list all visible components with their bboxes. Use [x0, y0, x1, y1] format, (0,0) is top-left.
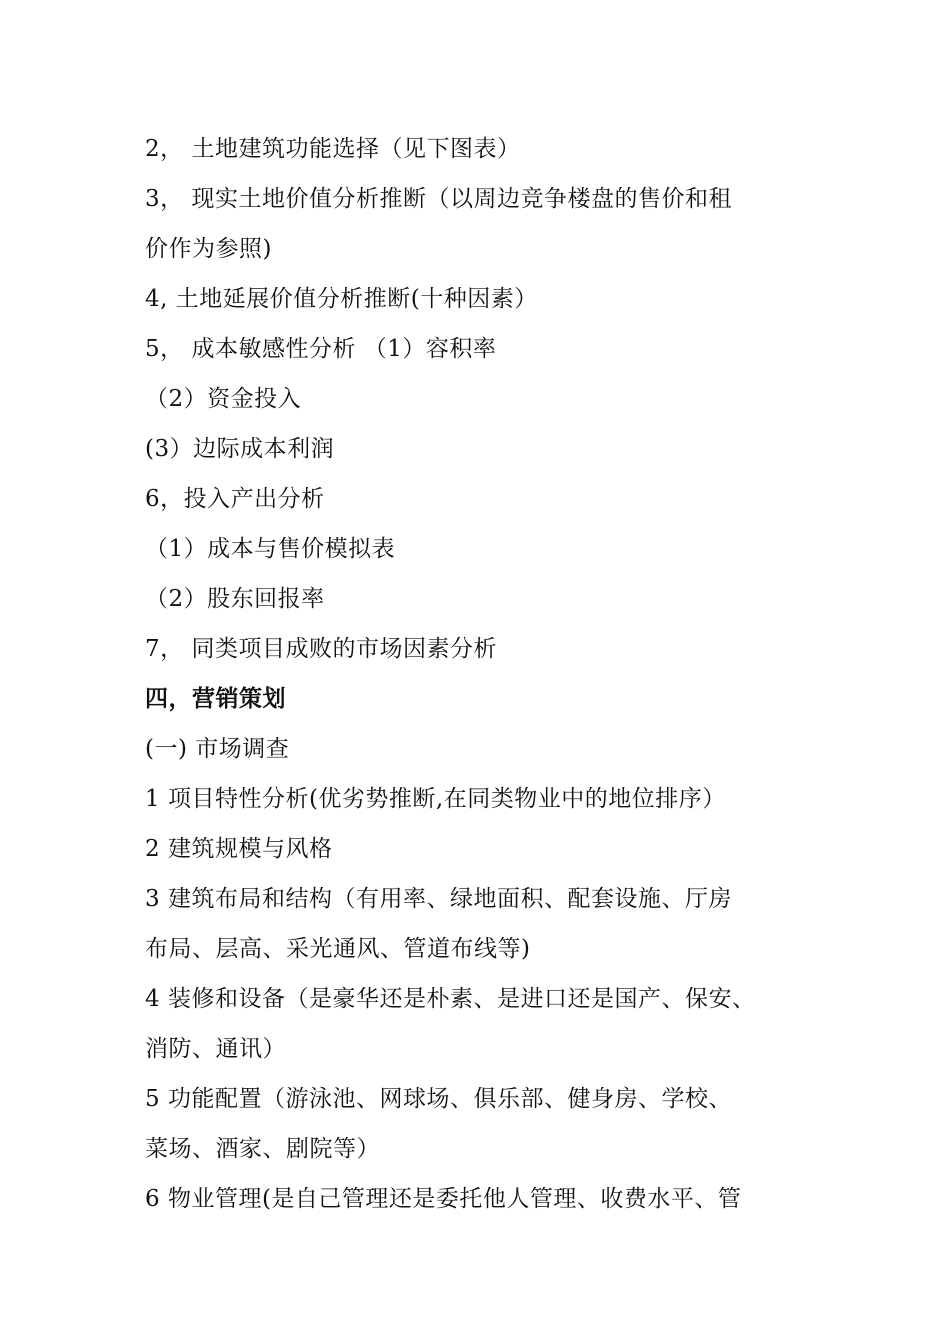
text-line: （2）资金投入: [145, 386, 302, 412]
text-line: 4 装修和设备（是豪华还是朴素、是进口还是国产、保安、: [145, 986, 756, 1012]
text-line: 2， 土地建筑功能选择（见下图表）: [145, 136, 521, 162]
text-line: 菜场、酒家、剧院等）: [145, 1136, 380, 1162]
text-line: （2）股东回报率: [145, 586, 325, 612]
text-line: 布局、层高、采光通风、管道布线等): [145, 936, 531, 962]
text-line: 7， 同类项目成败的市场因素分析: [145, 636, 497, 662]
text-line: 6，投入产出分析: [145, 486, 325, 512]
text-line: 消防、通讯）: [145, 1036, 286, 1062]
text-line: 2 建筑规模与风格: [145, 836, 333, 862]
text-line: 5， 成本敏感性分析 （1）容积率: [145, 336, 497, 362]
text-line: 6 物业管理(是自己管理还是委托他人管理、收费水平、管: [145, 1186, 742, 1212]
subsection-heading: (一) 市场调查: [145, 736, 290, 762]
text-line: 价作为参照): [145, 236, 272, 262]
text-line: 3 建筑布局和结构（有用率、绿地面积、配套设施、厅房: [145, 886, 732, 912]
section-heading: 四，营销策划: [145, 686, 286, 712]
text-line: （1）成本与售价模拟表: [145, 536, 396, 562]
text-line: 3， 现实土地价值分析推断（以周边竞争楼盘的售价和租: [145, 186, 732, 212]
text-line: 5 功能配置（游泳池、网球场、俱乐部、健身房、学校、: [145, 1086, 732, 1112]
text-line: 1 项目特性分析(优劣势推断,在同类物业中的地位排序）: [145, 786, 726, 812]
text-line: 4, 土地延展价值分析推断(十种因素）: [145, 286, 538, 312]
document-body: [145, 124, 835, 1224]
text-line: (3）边际成本利润: [145, 436, 335, 462]
